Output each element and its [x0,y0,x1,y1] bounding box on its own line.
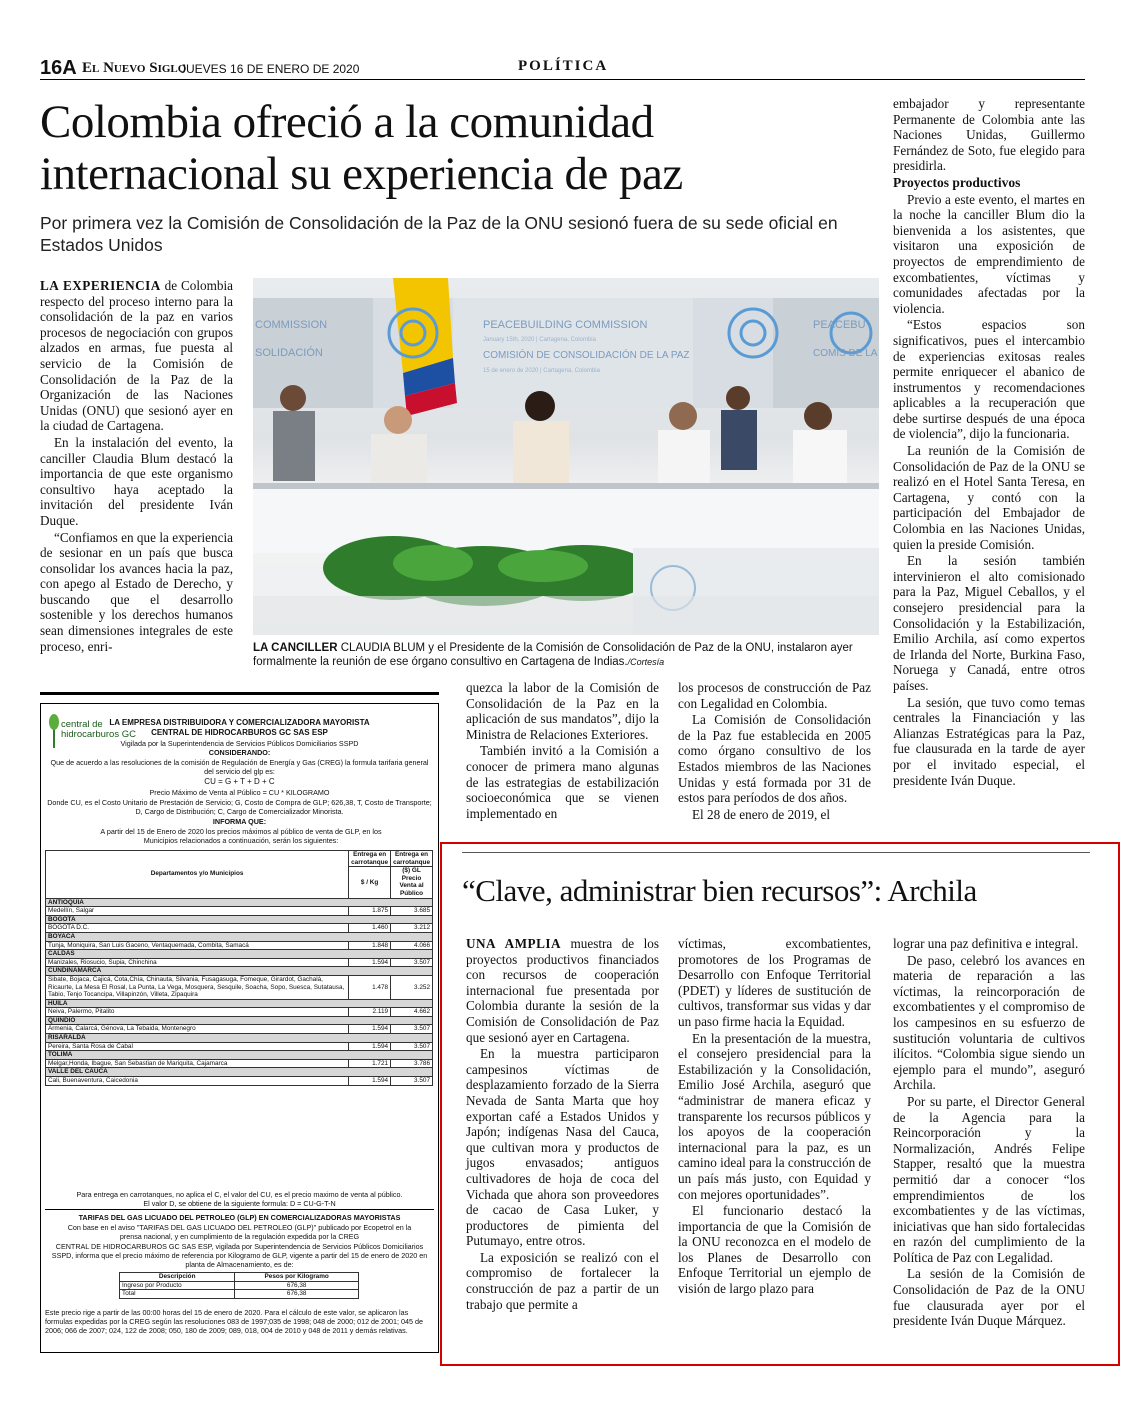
small-th-1: Descripción [120,1273,235,1282]
paragraph: los procesos de construcción de Paz con Legalidad en Colombia. [678,680,871,711]
paragraph: muestra de los proyectos productivos financiados con recursos de cooperación internacional fue presentada por Colombia durante la sesión de la Comisión de Consolidación de Paz que sesionó ayer en Cartagena. [466,936,659,1045]
article1-column-1 [40,278,233,655]
price-table-body [46,898,433,1085]
paragraph: El funcionario destacó la importancia de que la Comisión de la ONU reconozca en el modelo de los Planes de Desarrollo con Enfoque Territorial un ejemplo de visión de largo plazo para [678,1203,871,1297]
paragraph: La sesión, que tuvo como temas centrales la Financiación y las Alianzas Estratégicas para la Paz, fue clausurada en la tarde de ayer por el invitado especial, el presidente Iván Duque. [893,694,1085,788]
department-row [46,915,433,924]
paragraph: “Estos espacios son significativos, pues el intercambio de experiencias exitosas reales permite enriquecer el abanico de instrumentos y recomendaciones aplicables a la recuperación que debe surtirse después de una época de violencia”, dijo la funcionaria. [893,317,1085,442]
rule-divider [462,852,1090,853]
paragraph: lograr una paz definitiva e integral. [893,936,1079,951]
ad-frame [40,703,439,1353]
price-kg-cell: 1.594 [349,958,391,967]
department-name: QUINDIO [46,1016,433,1025]
ad-a-partir: A partir del 15 de Enero de 2020 los precios máximos al público de venta de GLP, en los Municipios relacionados a continuación, serán los siguientes: [100,827,382,845]
price-gl-cell: 3.507 [391,1077,433,1086]
ad-considerando: CONSIDERANDO: [208,748,271,757]
logo-line-1: central de [61,719,103,730]
paragraph: La reunión de la Comisión de Consolidación de Paz de la ONU se realizó en el Hotel Santa Teresa, en Cartagena, y contó con la participación del Embajador de Colombia en las Naciones Unidas, quien la preside Comisión. [893,443,1085,552]
price-kg-cell: 1.460 [349,924,391,933]
small-cell: 676,38 [235,1290,359,1299]
paragraph: Por su parte, el Director General de la Agencia para la Reincorporación y la Normalización, Andrés Felipe Stapper, resaltó que la muestra permitió dar a conocer “los emprendimientos de los excombatientes y de las víctimas, iniciativas que han sido fortalecidas en razón del cumplimiento de la Política de Paz con Legalidad. [893,1093,1085,1265]
ad-precio-max: Precio Máximo de Venta al Público = CU * KILOGRAMO [149,788,330,797]
ad-note-2: El valor D, se obtiene de la siguiente formula: D = CU-G-T-N [143,1199,336,1208]
secondary-headline: “Clave, administrar bien recursos”: Archila [462,873,977,908]
th-col2-top: Entrega en carrotanque [349,851,391,867]
reference-price-table [119,1272,359,1299]
photo-caption [253,641,879,669]
lead-in: LA EXPERIENCIA [40,278,161,293]
price-kg-cell: 1.594 [349,1025,391,1034]
paragraph: “Confiamos en que la experiencia de sesionar en un país que busca consolidar los avances hacia la paz, con apego al Estado de Derecho, y buscando que el desarrollo sostenible y los derechos humanos sean dimensiones integrales de este proceso, enri- [40,529,233,654]
municipality-row [46,1042,433,1051]
price-gl-cell: 3.507 [391,1025,433,1034]
paragraph: En la presentación de la muestra, el consejero presidencial para la Estabilización y la Consolidación, Emilio José Archila, aseguró que “administrar de manera eficaz y transparente los recursos públicos y los apoyos de la cooperación internacional para la paz, es un camino ideal para la construcción de un país más justo, con Equidad y con mejores oportunidades”. [678,1030,871,1202]
municipality-cell: Armenia, Calarcá, Génova, La Tebaida, Montenegro [46,1025,349,1034]
price-kg-cell: 1.875 [349,907,391,916]
municipality-cell: Manizales, Riosucio, Supia, Chinchina [46,958,349,967]
municipality-row [46,1008,433,1017]
paragraph: quezca la labor de la Comisión de Consolidación de la Paz en la aplicación de sus mandatos”, dijo la Ministra de Relaciones Exteriores. [466,680,659,742]
paragraph: Previo a este evento, el martes en la noche la canciller Blum dio la bienvenida a los asistentes, que visitaron una exposición de proyectos de emprendimiento de excombatientes, víctimas y comunidades afectadas por la violencia. [893,191,1085,316]
price-kg-cell: 1.721 [349,1059,391,1068]
paragraph: En la instalación del evento, la canciller Claudia Blum destacó la importancia de que este organismo consultivo haya aceptado la invitación del presidente Iván Duque. [40,434,233,528]
price-table [45,850,433,1086]
ad-title-1: LA EMPRESA DISTRIBUIDORA Y COMERCIALIZADORA MAYORISTA [109,718,370,727]
ad-tarifas-title: TARIFAS DEL GAS LICUADO DEL PETROLEO (GLP) EN COMERCIALIZADORAS MAYORISTAS [78,1213,401,1222]
price-gl-cell: 3.252 [391,975,433,999]
department-row [46,1051,433,1060]
ad-donde: Donde CU, es el Costo Unitario de Prestación de Servicio; G, Costo de Compra de GLP; 626,38, T, Costo de Transporte; D, Cargo de Distribución; C, Cargo de Comercializador Minorista. [47,798,432,816]
price-gl-cell: 4.066 [391,941,433,950]
department-row [46,967,433,976]
caption-lead: LA CANCILLER [253,642,338,654]
banner-date-en: January 15th, 2020 | Cartagena, Colombia [483,337,596,343]
price-kg-cell: 1.848 [349,941,391,950]
price-gl-cell: 3.507 [391,958,433,967]
municipality-cell: Sibate, Bojaca, Cajicá, Cota,Chía, Chinauta, Silvania, Fusagasuga, Fomeque, Girardot, Gachalá, Ricaurte, La Mesa El Rosal, La Punta, La Vega, Mosquera, Sesquile, Soacha, Sopo, Suesca, Sutatausa, Tabio, Tenjo Tocancipa, Villapinzón, Villeta, Zipaquira [46,975,349,999]
municipality-row [46,1025,433,1034]
price-kg-cell: 1.478 [349,975,391,999]
department-name: ANTIOQUIA [46,898,433,907]
event-photo [253,278,879,635]
banner-date-es: 15 de enero de 2020 | Cartagena, Colombia [483,368,600,374]
price-gl-cell: 3.507 [391,1042,433,1051]
paragraph: víctimas, excombatientes, promotores de los Programas de Desarrollo con Enfoque Territorial (PDET) y líderes de sustitución de cultivos, transformar sus vidas y dar un paso firme hacia la Equidad. [678,936,871,1029]
department-name: RISARALDA [46,1034,433,1043]
ad-informa: INFORMA QUE: [212,817,267,826]
lead-in: UNA AMPLIA [466,936,562,951]
ad-title-2: CENTRAL DE HIDROCARBUROS GC SAS ESP [151,728,328,737]
ad-tarifas-p2: CENTRAL DE HIDROCARBUROS GC SAS ESP, vigilada por Superintendencia de Servicios Públicos Domiciliarios SSPD, informa que el precio máximo de referencia por Kilogramo de GLP, vigente a partir del 15 de enero de 2020 en planta de Almacenamiento, es de: [51,1242,428,1269]
ad-divider [45,1209,434,1210]
municipality-cell: Tunja, Moniquira, San Luis Gaceno, Ventaquemada, Combita, Samacá [46,941,349,950]
small-cell: Total [120,1290,235,1299]
paragraph: La Comisión de Consolidación de la Paz fue establecida en 2005 como órgano consultivo de los Estados miembros de las Naciones Unidas y está formada por 31 de estos para períodos de dos años. [678,712,871,806]
department-row [46,932,433,941]
article1-column-2 [466,680,659,822]
price-gl-cell: 3.685 [391,907,433,916]
subhead: Proyectos productivos [893,174,1021,190]
municipality-cell: Medellín, Salgar [46,907,349,916]
municipality-row [46,975,433,999]
municipality-row [46,941,433,950]
paragraph: de Colombia respecto del proceso interno para la consolidación de la paz en varios procesos de negociación con grupos alzados en armas, fue puesta al servicio de la Comisión de Consolidación de la Paz de la Organización de las Naciones Unidas (ONU) que sesionó ayer en la ciudad de Cartagena. [40,278,233,434]
th-col3-sub: ($) GL Precio Venta al Público [391,867,433,898]
price-kg-cell: 1.594 [349,1042,391,1051]
banner-en: PEACEBUILDING COMMISSION [483,319,648,331]
main-dek: Por primera vez la Comisión de Consolidación de la Paz de la ONU sesionó fuera de su sede oficial en Estados Unidos [40,213,838,255]
price-kg-cell: 1.594 [349,1077,391,1086]
price-gl-cell: 4.662 [391,1008,433,1017]
ad-tarifas-p1: Con base en el aviso "TARIFAS DEL GAS LICUADO DEL PETROLEO (GLP)" publicado por Ecopetrol en la prensa nacional, y en cumplimiento de la regulación expedida por la CREG [67,1223,412,1241]
department-name: CALDAS [46,950,433,959]
department-name: HUILA [46,999,433,1008]
article2-column-3 [893,936,1085,1330]
issue-date: JUEVES 16 DE ENERO DE 2020 [180,62,360,76]
article2-column-1 [466,936,659,1313]
small-cell: 676,38 [235,1281,359,1290]
department-row [46,999,433,1008]
small-cell: Ingreso por Producto [120,1281,235,1290]
paragraph: También invitó a la Comisión a conocer de primera mano algunas de las estrategias de estabilización socioeconómica que se vienen implementado en [466,743,659,821]
department-name: BOYACA [46,932,433,941]
article1-column-4 [893,96,1085,789]
department-row [46,950,433,959]
department-row [46,1016,433,1025]
paragraph: La exposición se realizó con el compromiso de fortalecer la construcción de paz a partir de un trabajo que permite a [466,1249,659,1312]
department-name: CUNDINAMARCA [46,967,433,976]
price-kg-cell: 2.119 [349,1008,391,1017]
th-municipios: Departamentos y/o Municipios [46,851,349,899]
department-row [46,1068,433,1077]
price-gl-cell: 3.786 [391,1059,433,1068]
ad-vigilada: Vigilada por la Superintendencia de Servicios Públicos Domiciliarios SSPD [120,739,359,748]
department-row [46,898,433,907]
ad-footer: Este precio rige a partir de las 00:00 horas del 15 de enero de 2020. Para el cálculo de este valor, se aplicaron las formulas expedidas por la CREG según las resoluciones 083 de 1997;035 de 1998; 048 de 2000; 012 de 2001; 045 de 2006; 066 de 2007; 024, 122 de 2008; 050, 180 de 2009; 089, 018, 004 de 2010 y 048 de 2011 y demás relativas. [45,1308,424,1335]
banner-es: COMISIÓN DE CONSOLIDACIÓN DE LA PAZ [483,350,690,361]
section-name: POLÍTICA [518,58,609,74]
article1-column-3 [678,680,871,823]
municipality-row [46,907,433,916]
legal-notice-ad [40,692,439,1355]
banner-right: PEACEBU [813,319,866,331]
banner-left: COMMISSION [255,319,328,331]
logo-line-2: hidrocarburos GC [61,729,136,740]
photo-credit: /Cortesía [627,657,665,667]
paragraph: De paso, celebró los avances en materia de reparación a las víctimas, la reincorporación de excombatientes y el compromiso de los campesinos en su esfuerzo de sustitución voluntaria de cultivos ilícitos. “Colombia sigue siendo un ejemplo para el mundo”, aseguró Archila. [893,952,1085,1093]
th-col2-sub: $ / Kg [349,867,391,898]
paragraph: En la muestra participaron campesinos víctimas de desplazamiento forzado de la Sierra Nevada de Santa Marta que hoy exportan café a Estados Unidos y Japón; indígenas Nasa del Cauca, que cultivan mora y productos de jugos envasados; antiguos cultivadores de hoja de coca del Vichada que ahora son proveedores de cacao de Casa Luker, y productores de pimienta del Putumayo, entre otros. [466,1046,659,1249]
municipality-row [46,1059,433,1068]
page-number: 16A [40,57,77,79]
paragraph: El 28 de enero de 2019, el [692,806,831,822]
municipality-cell: Cali, Buenaventura, Caicedonia [46,1077,349,1086]
price-gl-cell: 3.212 [391,924,433,933]
ad-formula: CU = G + T + D + C [204,777,275,786]
small-th-2: Pesos por Kilogramo [235,1273,359,1282]
municipality-cell: Pereira, Santa Rosa de Cabal [46,1042,349,1051]
municipality-cell: Melgar,Honda, Ibague, San Sebastian de Mariquita, Cajamarca [46,1059,349,1068]
department-name: BOGOTA [46,915,433,924]
paragraph: La sesión de la Comisión de Consolidación de Paz de la ONU fue clausurada ayer por el presidente Iván Duque Márquez. [893,1266,1085,1329]
caption-text: CLAUDIA BLUM y el Presidente de la Comisión de Consolidación de Paz de la ONU, instalaron ayer formalmente la reunión de ese órgano consultivo en Cartagena de Indias. [253,642,853,668]
paragraph: embajador y representante Permanente de Colombia ante las Naciones Unidas, Guillermo Fernández de Soto, fue elegido para presidirla. [893,96,1085,174]
paragraph: En la sesión también intervinieron el alto comisionado para la Paz, Miguel Ceballos, y el consejero presidencial para la Consolidación y la Estabilización, Emilio Archila, así como expertos de Irlanda del Norte, Burkina Faso, Noruega y Canadá, entre otros países. [893,553,1085,693]
municipality-row [46,958,433,967]
department-row [46,1034,433,1043]
department-name: VALLE DEL CAUCA [46,1068,433,1077]
banner-right-2: COMIS DE LA [813,348,878,359]
newspaper-name: El Nuevo Siglo [82,60,187,76]
photo-illustration [253,278,879,635]
article2-column-2 [678,936,871,1298]
department-name: TOLIMA [46,1051,433,1060]
municipality-cell: Neiva, Palermo, Pitalito [46,1008,349,1017]
th-col3-top: Entrega en carrotanque [391,851,433,867]
municipality-row [46,924,433,933]
ad-para-1: Que de acuerdo a las resoluciones de la comisión de Regulación de Energía y Gas (CREG) la formula tarifaria general del servicio del glp es: [50,758,429,776]
municipality-row [46,1077,433,1086]
main-headline: Colombia ofreció a la comunidad internacional su experiencia de paz [40,96,683,200]
municipality-cell: BOGOTA D.C. [46,924,349,933]
ad-note-1: Para entrega en carrotanques, no aplica el C, el valor del CU, es el precio maximo de venta al público. [76,1190,403,1199]
page-header [40,57,1085,80]
banner-left-2: SOLIDACIÓN [255,347,323,359]
